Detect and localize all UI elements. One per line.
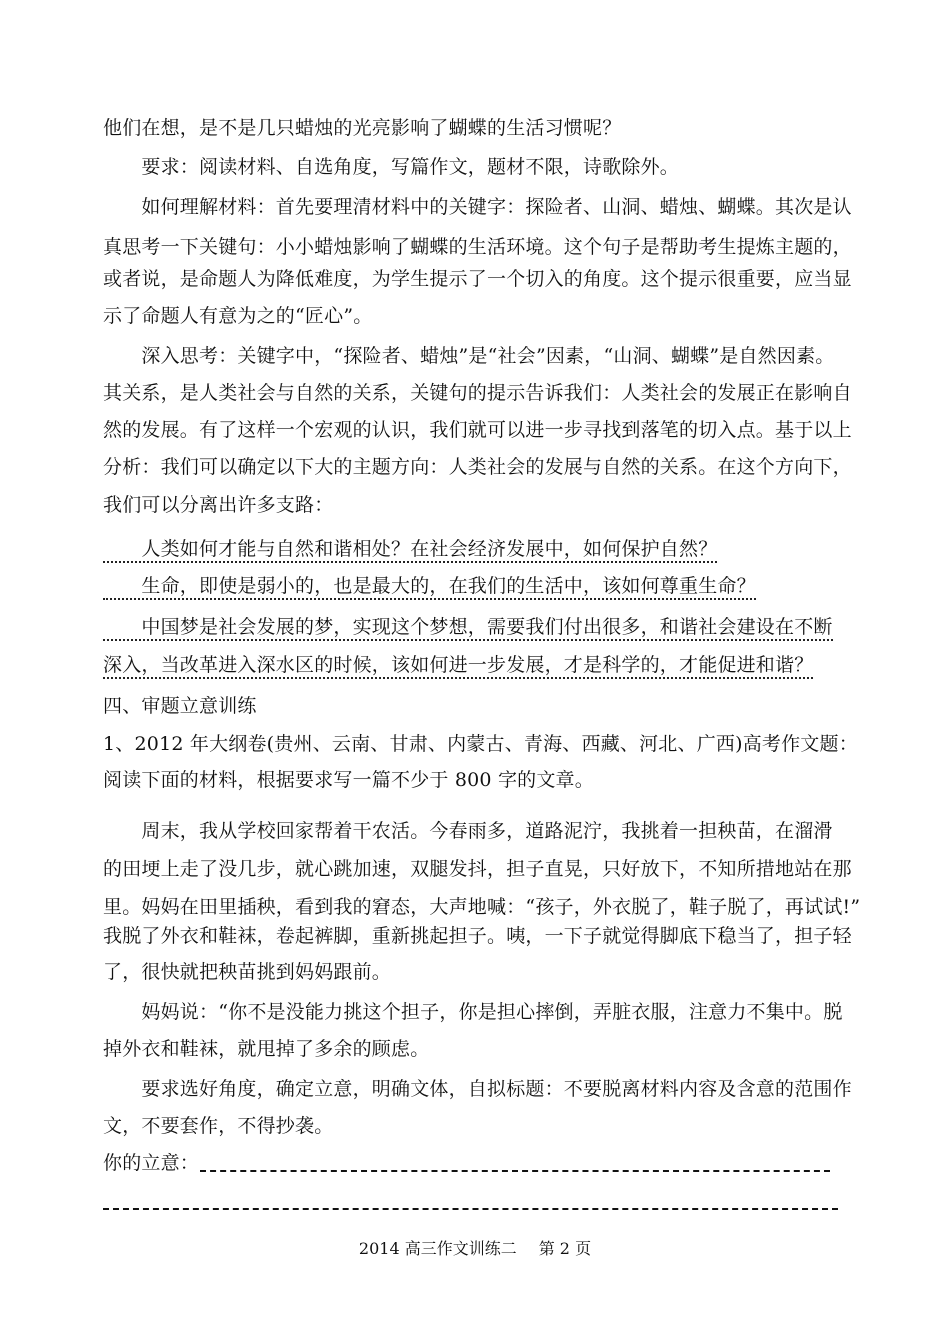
answer-line[interactable] xyxy=(103,1208,838,1210)
answer-label: 你的立意： xyxy=(103,1152,200,1174)
text-line: 了，很快就把秧苗挑到妈妈跟前。 xyxy=(103,961,392,983)
page-footer xyxy=(0,1238,950,1260)
answer-line[interactable] xyxy=(200,1170,830,1172)
underlined-text: 中国梦是社会发展的梦，实现这个梦想，需要我们付出很多，和谐社会建设在不断 xyxy=(103,616,833,641)
text-line: 里。妈妈在田里插秧，看到我的窘态，大声地喊：“孩子，外衣脱了，鞋子脱了，再试试!” xyxy=(103,896,861,918)
text-line: 阅读下面的材料，根据要求写一篇不少于 800 字的文章。 xyxy=(103,769,594,791)
underlined-line xyxy=(103,572,756,600)
page-number: 第 2 页 xyxy=(538,1239,592,1258)
text-line: 然的发展。有了这样一个宏观的认识，我们就可以进一步寻找到落笔的切入点。基于以上 xyxy=(103,419,852,441)
text-line: 他们在想，是不是几只蜡烛的光亮影响了蝴蝶的生活习惯呢？ xyxy=(103,117,622,139)
text-line: 或者说，是命题人为降低难度，为学生提示了一个切入的角度。这个提示很重要，应当显 xyxy=(103,268,852,290)
underlined-text: 生命，即使是弱小的，也是最大的，在我们的生活中，该如何尊重生命？ xyxy=(103,575,756,600)
text-line: 真思考一下关键句：小小蜡烛影响了蝴蝶的生活环境。这个句子是帮助考生提炼主题的， xyxy=(103,236,852,258)
text-line: 掉外衣和鞋袜，就甩掉了多余的顾虑。 xyxy=(103,1038,430,1060)
underlined-line xyxy=(103,535,717,563)
section-heading: 四、审题立意训练 xyxy=(103,695,257,717)
text-line: 的田埂上走了没几步，就心跳加速，双腿发抖，担子直晃，只好放下，不知所措地站在那 xyxy=(103,858,852,880)
text-line: 妈妈说：“你不是没能力挑这个担子，你是担心摔倒，弄脏衣服，注意力不集中。脱 xyxy=(103,1001,843,1023)
text-line: 其关系，是人类社会与自然的关系，关键句的提示告诉我们：人类社会的发展正在影响自 xyxy=(103,382,852,404)
text-line: 如何理解材料：首先要理清材料中的关键字：探险者、山洞、蜡烛、蝴蝶。其次是认 xyxy=(103,196,852,218)
text-line: 1、2012 年大纲卷(贵州、云南、甘肃、内蒙古、青海、西藏、河北、广西)高考作文题： xyxy=(103,733,858,755)
text-line: 我们可以分离出许多支路： xyxy=(103,494,334,516)
text-line: 示了命题人有意为之的“匠心”。 xyxy=(103,305,373,327)
text-line: 深入思考：关键字中，“探险者、蜡烛”是“社会”因素，“山洞、蝴蝶”是自然因素。 xyxy=(103,345,835,367)
text-line: 要求：阅读材料、自选角度，写篇作文，题材不限，诗歌除外。 xyxy=(103,156,680,178)
text-line: 我脱了外衣和鞋袜，卷起裤脚，重新挑起担子。咦，一下子就觉得脚底下稳当了，担子轻 xyxy=(103,925,852,947)
underlined-text: 深入，当改革进入深水区的时候，该如何进一步发展，才是科学的，才能促进和谐？ xyxy=(103,654,813,679)
text-line: 分析：我们可以确定以下大的主题方向：人类社会的发展与自然的关系。在这个方向下， xyxy=(103,456,852,478)
text-line: 周末，我从学校回家帮着干农活。今春雨多，道路泥泞，我挑着一担秧苗，在溜滑 xyxy=(103,820,833,842)
text-line: 要求选好角度，确定立意，明确文体，自拟标题：不要脱离材料内容及含意的范围作 xyxy=(103,1078,852,1100)
footer-title: 2014 高三作文训练二 xyxy=(358,1239,517,1258)
text-line: 文，不要套作，不得抄袭。 xyxy=(103,1115,334,1137)
underlined-line xyxy=(103,651,813,679)
underlined-text: 人类如何才能与自然和谐相处？在社会经济发展中，如何保护自然？ xyxy=(103,538,717,563)
underlined-line xyxy=(103,613,833,641)
